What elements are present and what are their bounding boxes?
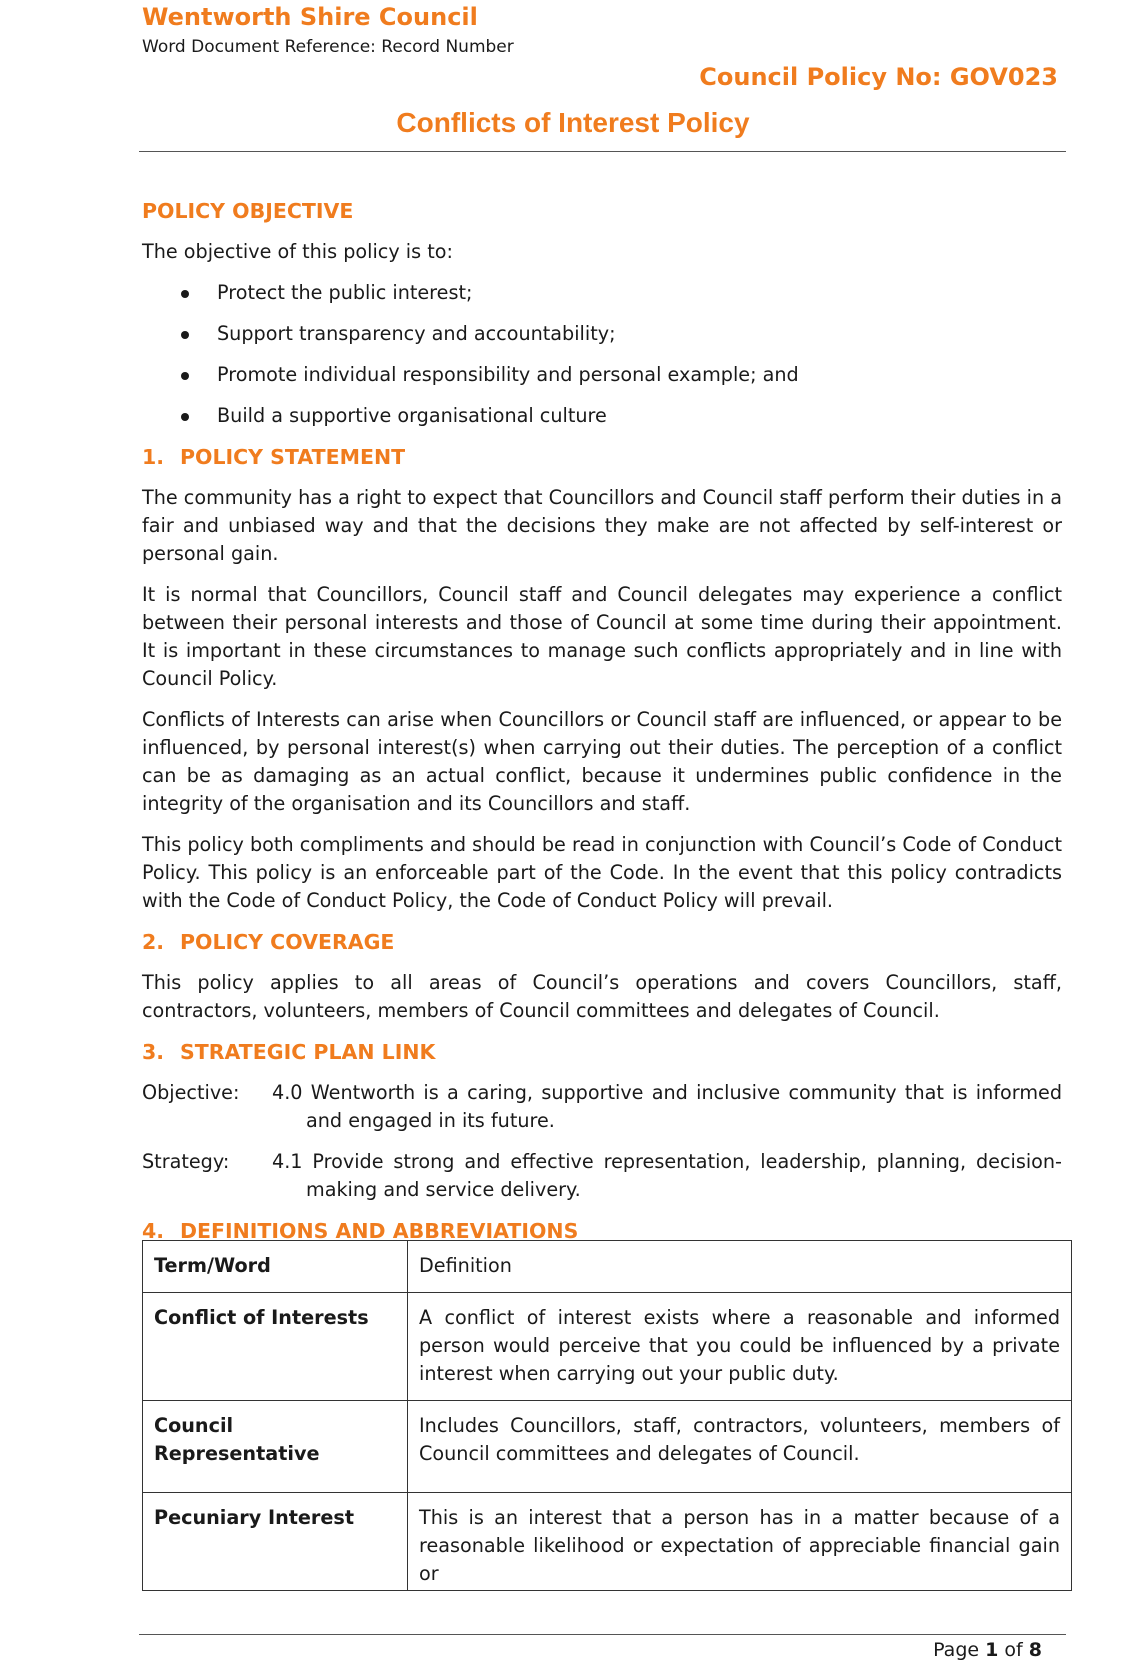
policy-number: Council Policy No: GOV023 — [699, 63, 1058, 91]
list-item-text: Protect the public interest; — [217, 281, 473, 304]
page-total: 8 — [1028, 1639, 1042, 1661]
footer-divider — [139, 1634, 1066, 1635]
statement-paragraph: Conflicts of Interests can arise when Councillors or Council staff are influenced, or appear to be influenced, by personal interest(s) when carrying out their duties. The perception of a conflict can be as damaging as an actual conflict, because it undermines public confidence in the integrity of the organisation and its Councillors and staff. — [142, 708, 1062, 815]
bullet-icon — [181, 290, 189, 298]
page-current: 1 — [985, 1639, 999, 1661]
section-number: 3. — [142, 1040, 165, 1064]
statement-paragraph: The community has a right to expect that Councillors and Council staff perform their duties in a fair and unbiased way and that the decisions they make are not affected by self-interest or personal gain. — [142, 486, 1062, 565]
section-number: 1. — [142, 445, 165, 469]
statement-heading — [142, 443, 1062, 471]
strategic-strategy-row — [142, 1148, 1062, 1204]
section-title: DEFINITIONS AND ABBREVIATIONS — [180, 1219, 579, 1243]
table-row — [143, 1493, 1072, 1591]
list-item-text: Promote individual responsibility and personal example; and — [217, 363, 799, 386]
coverage-heading — [142, 928, 1062, 956]
statement-paragraph: This policy both compliments and should be read in conjunction with Council’s Code of Conduct Policy. This policy is an enforceable part of the Code. In the event that this policy contradicts with the Code of Conduct Policy, the Code of Conduct Policy will prevail. — [142, 833, 1062, 912]
list-item-text: Build a supportive organisational culture — [217, 404, 607, 427]
bullet-icon — [181, 331, 189, 339]
objective-label: Objective: — [142, 1081, 240, 1104]
list-item-text: Support transparency and accountability; — [217, 322, 616, 345]
objective-heading: POLICY OBJECTIVE — [142, 199, 354, 223]
definitions-table — [142, 1240, 1072, 1591]
page-prefix: Page — [933, 1639, 986, 1661]
strategic-heading — [142, 1038, 1062, 1066]
column-header-definition: Definition — [408, 1241, 1072, 1293]
coverage-paragraph: This policy applies to all areas of Council’s operations and covers Councillors, staff, contractors, volunteers, members of Council committees and delegates of Council. — [142, 971, 1062, 1022]
term-cell: Council Representative — [143, 1401, 408, 1493]
definition-cell: Includes Councillors, staff, contractors, volunteers, members of Council committees and delegates of Council. — [408, 1401, 1072, 1493]
definition-cell: A conflict of interest exists where a reasonable and informed person would perceive that you could be influenced by a private interest when carrying out your public duty. — [408, 1293, 1072, 1401]
document-title: Conflicts of Interest Policy — [396, 107, 750, 138]
bullet-icon — [181, 372, 189, 380]
strategy-label: Strategy: — [142, 1150, 230, 1173]
list-item — [142, 320, 1062, 348]
statement-paragraph: It is normal that Councillors, Council staff and Council delegates may experience a conflict between their personal interests and those of Council at some time during their appointment. It is important in these circumstances to manage such conflicts appropriately and in line with Council Policy. — [142, 583, 1062, 690]
page-of: of — [998, 1639, 1029, 1661]
strategy-text: 4.1 Provide strong and effective representation, leadership, planning, decision-making and service delivery. — [272, 1150, 1062, 1201]
header-divider — [139, 151, 1066, 152]
strategic-objective-row — [142, 1079, 1062, 1135]
doc-reference: Word Document Reference: Record Number — [142, 37, 514, 57]
document-body — [142, 197, 1062, 1258]
definition-cell: This is an interest that a person has in a matter because of a reasonable likelihood or expectation of appreciable financial gain or — [408, 1493, 1072, 1591]
list-item — [142, 402, 1062, 430]
list-item — [142, 279, 1062, 307]
table-row — [143, 1401, 1072, 1493]
term-cell: Pecuniary Interest — [143, 1493, 408, 1591]
objective-list — [142, 279, 1062, 430]
section-number: 4. — [142, 1219, 165, 1243]
table-header-row — [143, 1241, 1072, 1293]
bullet-icon — [181, 413, 189, 421]
table-row — [143, 1293, 1072, 1401]
objective-text: 4.0 Wentworth is a caring, supportive and inclusive community that is informed and engaged in its future. — [272, 1081, 1062, 1132]
section-number: 2. — [142, 930, 165, 954]
section-title: STRATEGIC PLAN LINK — [180, 1040, 436, 1064]
column-header-term: Term/Word — [143, 1241, 408, 1293]
section-title: POLICY COVERAGE — [180, 930, 395, 954]
page-number — [933, 1637, 1042, 1663]
section-title: POLICY STATEMENT — [180, 445, 406, 469]
list-item — [142, 361, 1062, 389]
objective-intro: The objective of this policy is to: — [142, 240, 453, 263]
org-name: Wentworth Shire Council — [142, 3, 478, 31]
term-cell: Conflict of Interests — [143, 1293, 408, 1401]
